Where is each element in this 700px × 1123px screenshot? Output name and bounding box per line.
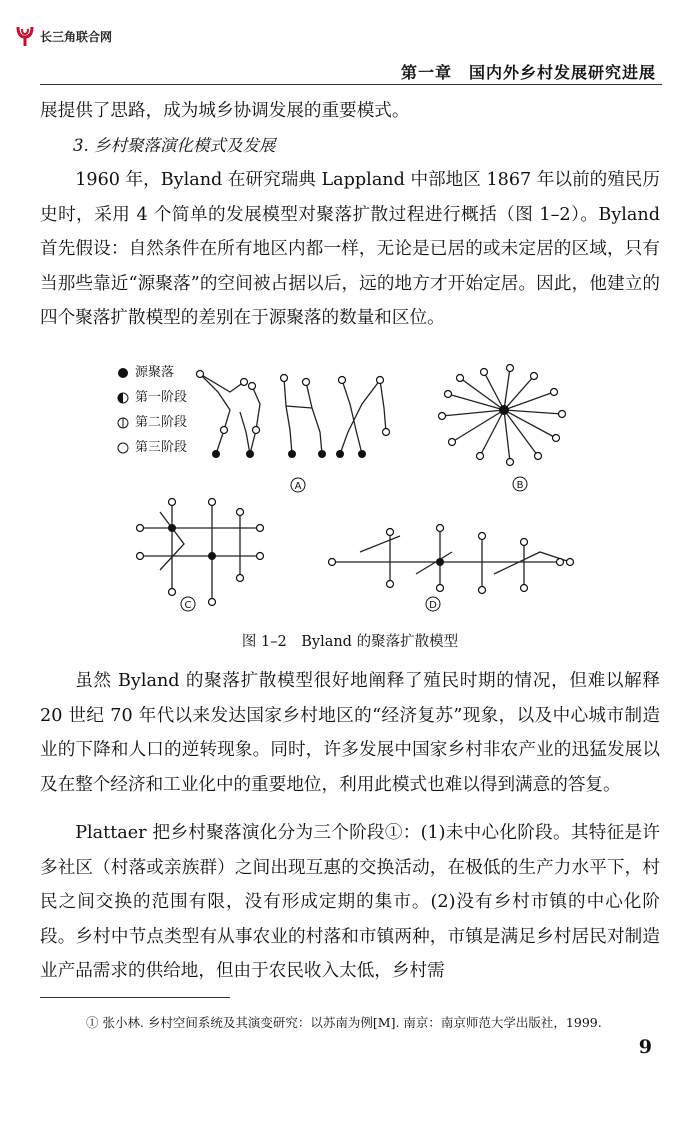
paragraph-1: 展提供了思路，成为城乡协调发展的重要模式。 xyxy=(40,101,410,121)
section-heading: 3. 乡村聚落演化模式及发展 xyxy=(73,136,276,155)
logo-text: 长三角联合网 xyxy=(40,29,113,44)
site-logo xyxy=(14,24,112,48)
panel-c-network xyxy=(140,502,260,602)
footnote-rule xyxy=(40,997,230,998)
panel-label-d: D xyxy=(429,600,437,611)
tuning-fork-logo-icon xyxy=(14,24,36,48)
paragraph-2: 1960 年，Byland 在研究瑞典 Lappland 中部地区 1867 年以前的殖民历史时，采用 4 个简单的发展模型对聚落扩散过程进行概括（图 1–2）。Byland 首先假设：自然条件在所有地区内都一样，无论是已居的或未定居的区域，只有当那些靠近“源聚落”的空间被占据以后，远的地方才开始定居。因此，他建立的四个聚落扩散模型的差别在于源聚落的数量和区位。 xyxy=(40,170,660,329)
source-settlement-nodes xyxy=(168,405,509,566)
panel-label-c: C xyxy=(184,600,192,611)
figure-caption: 图 1–2 Byland 的聚落扩散模型 xyxy=(241,634,459,650)
legend-label: 第二阶段 xyxy=(135,415,188,430)
running-head: 第一章 国内外乡村发展研究进展 xyxy=(400,63,656,82)
panel-d-network xyxy=(332,528,570,590)
header-rule xyxy=(40,84,662,85)
stage-nodes xyxy=(137,365,574,606)
panel-b-network xyxy=(442,368,562,462)
panel-label-a: A xyxy=(294,481,302,492)
legend-label: 第三阶段 xyxy=(135,440,188,455)
footnote: ① 张小林. 乡村空间系统及其演变研究：以苏南为例[M]. 南京：南京师范大学出版社，1999. xyxy=(86,1015,602,1030)
legend-label: 源聚落 xyxy=(135,365,175,380)
legend-label: 第一阶段 xyxy=(135,390,188,405)
panel-label-b: B xyxy=(516,480,524,491)
settlement-diffusion-figure xyxy=(100,352,580,620)
paragraph-3: 虽然 Byland 的聚落扩散模型很好地阐释了殖民时期的情况，但难以解释 20 世纪 70 年代以来发达国家乡村地区的“经济复苏”现象，以及中心城市制造业的下降和人口的逆转现象。同时，许多发展中国家乡村非农产业的迅猛发展以及在整个经济和工业化中的重要地位，利用此模式也难以得到满意的答复。 xyxy=(40,671,660,795)
page-number: 9 xyxy=(638,1036,652,1058)
paragraph-4: Plattaer 把乡村聚落演化分为三个阶段①：(1)未中心化阶段。其特征是许多社区（村落或亲族群）之间出现互惠的交换活动，在极低的生产力水平下，村民之间交换的范围有限，没有形成定期的集市。(2)没有乡村市镇的中心化阶段。乡村中节点类型有从事农业的村落和市镇两种，市镇是满足乡村居民对制造业产品需求的供给地，但由于农民收入太低，乡村需 xyxy=(40,823,660,982)
panel-a-network xyxy=(200,374,386,454)
